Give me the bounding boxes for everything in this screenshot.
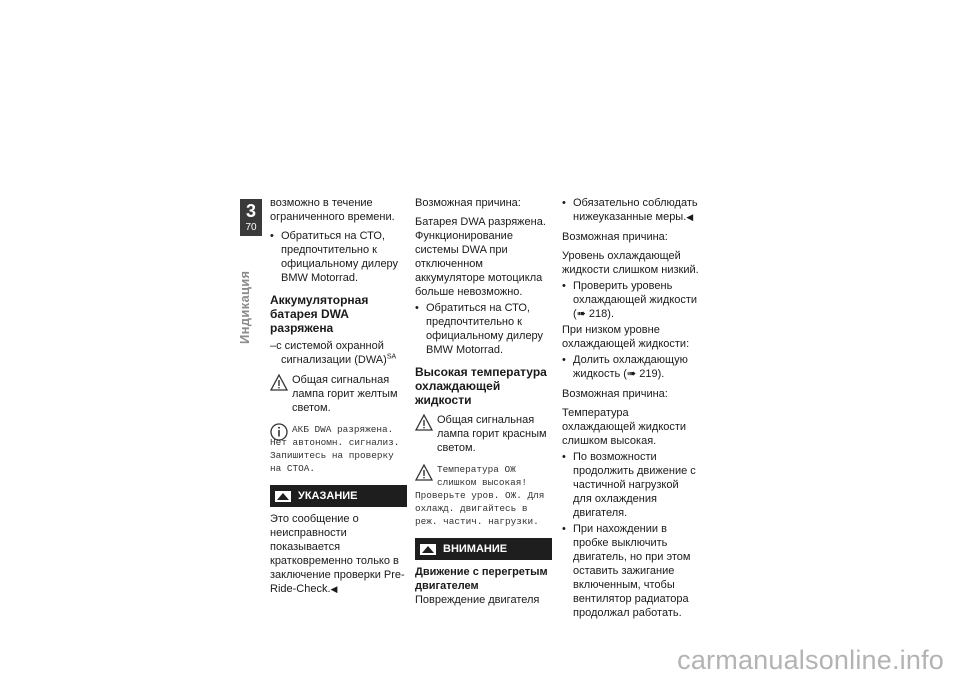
list-item: • Проверить уровень охлаждающей жидкости (➠ 218). xyxy=(562,280,698,320)
bullet-icon: • xyxy=(415,302,419,314)
section-heading: Высокая температура охлаждающей жидкости xyxy=(415,365,547,407)
chapter-number: 3 xyxy=(245,201,256,221)
paragraph: Это сообщение о неисправности показывается кратковременно только в заключение проверки Pre-Ride-Check.◀ xyxy=(270,513,405,595)
list-item: –с системой охранной сигнализации (DWA)$^{SA}$ xyxy=(270,340,397,366)
warning-triangle-icon xyxy=(415,414,433,432)
bullet-icon: • xyxy=(562,354,566,366)
bullet-icon: • xyxy=(562,451,566,463)
info-icon xyxy=(270,423,288,441)
list-item: • При нахождении в пробке выключить двигатель, но при этом оставить зажигание включенным, чтобы вентилятор радиатора продолжал работать. xyxy=(562,523,691,619)
list-item: • Обратиться на СТО, предпочтительно к официальному дилеру BMW Motorrad. xyxy=(415,302,544,356)
bullet-icon: • xyxy=(562,197,566,209)
bullet-icon: • xyxy=(562,523,566,535)
dash-icon: – xyxy=(270,340,277,352)
display-message: Температура ОЖ слишком высокая! Проверьте уров. ОЖ. Для охлажд. двигайтесь в реж. частич. нагрузки. xyxy=(415,464,545,527)
section-heading: Аккумуляторная батарея DWA разряжена xyxy=(270,293,369,335)
paragraph: Температура охлаждающей жидкости слишком высокая. xyxy=(562,407,687,447)
column-2 xyxy=(415,196,552,612)
warning-lamp-note: Общая сигнальная лампа горит красным светом. xyxy=(415,413,552,455)
end-marker-icon: ◀ xyxy=(686,212,694,222)
paragraph: Уровень охлаждающей жидкости слишком низкий. xyxy=(562,250,699,276)
notice-bar: УКАЗАНИЕ xyxy=(270,485,407,507)
caution-bar: ВНИМАНИЕ xyxy=(415,538,552,560)
chapter-title: Индикация xyxy=(237,270,252,344)
warning-lamp-note: Общая сигнальная лампа горит желтым светом. xyxy=(270,373,407,415)
paragraph: При низком уровне охлаждающей жидкости: xyxy=(562,324,690,350)
page-number: 70 xyxy=(245,222,257,233)
paragraph: Возможная причина: xyxy=(562,388,668,400)
bullet-icon: • xyxy=(270,230,274,242)
list-item: • Долить охлаждающую жидкость (➠ 219). xyxy=(562,354,688,380)
watermark: carmanualsonline.info xyxy=(677,645,944,675)
sa-superscript: SA xyxy=(386,353,397,361)
column-1 xyxy=(270,196,407,601)
column-3 xyxy=(562,196,699,622)
chapter-tab xyxy=(240,199,262,236)
caution-icon xyxy=(419,542,437,556)
paragraph: возможно в течение ограниченного времени. xyxy=(270,197,395,223)
caution-title: Движение с перегретым двигателем xyxy=(415,566,548,592)
notice-icon xyxy=(274,489,292,503)
bullet-icon: • xyxy=(562,280,566,292)
list-item: • По возможности продолжить движение с частичной нагрузкой для охлаждения двигателя. xyxy=(562,451,696,519)
display-message: АКБ DWA разряжена. Нет автономн. сигнализ. Запишитесь на проверку на СТОА. xyxy=(270,424,400,474)
warning-triangle-icon xyxy=(270,374,288,392)
list-item: • Обязательно соблюдать нижеуказанные меры.◀ xyxy=(562,197,698,223)
paragraph: Возможная причина: xyxy=(562,231,668,243)
paragraph: Батарея DWA разряжена. Функционирование системы DWA при отключенном аккумуляторе мотоцикла больше невозможно. xyxy=(415,216,546,298)
list-item: • Обратиться на СТО, предпочтительно к официальному дилеру BMW Motorrad. xyxy=(270,230,399,284)
paragraph: Возможная причина: xyxy=(415,197,521,209)
warning-triangle-icon xyxy=(415,464,433,482)
end-marker-icon: ◀ xyxy=(330,584,338,594)
paragraph: Повреждение двигателя xyxy=(415,594,540,606)
